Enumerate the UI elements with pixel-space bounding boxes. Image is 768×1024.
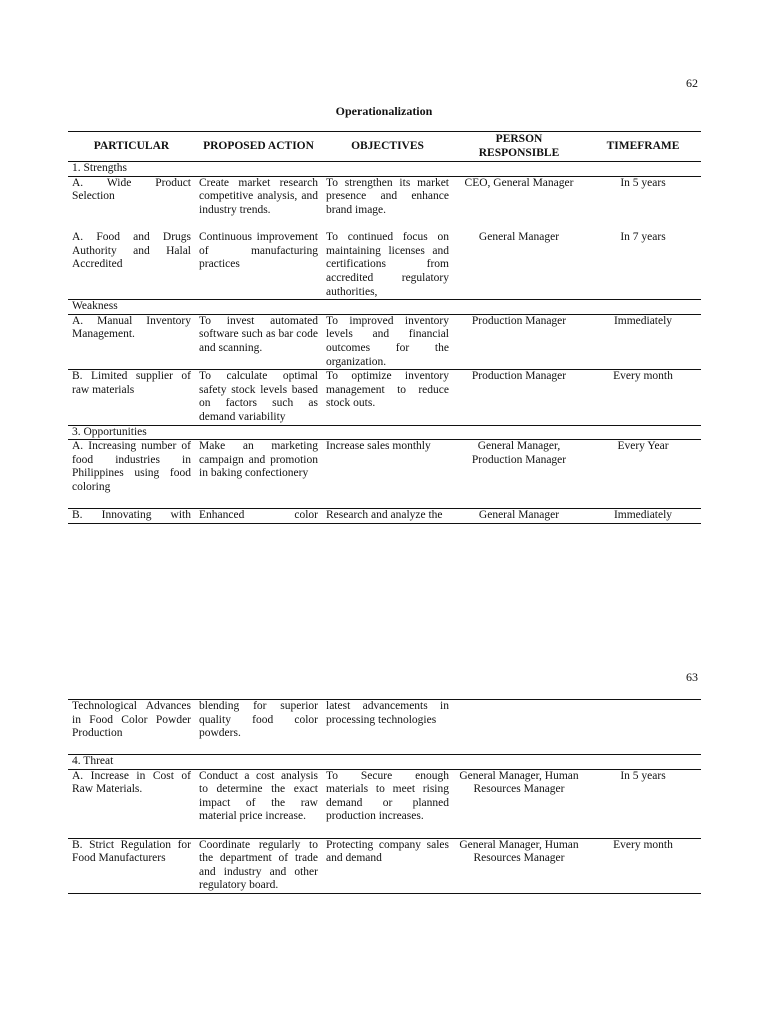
cell-particular: A. Wide Product Selection [72,176,191,203]
cell-person: CEO, General Manager [464,176,574,189]
cell-timeframe: In 7 years [620,231,666,244]
cell-timeframe: In 5 years [620,769,666,782]
cell-particular: A. Increasing number of food industries in Philippines using food coloring [72,440,191,493]
cell-person: General Manager, Human Resources Manager [459,838,579,865]
cell-person: General Manager, Production Manager [471,440,567,466]
cell-particular: B. Strict Regulation for Food Manufacturers [72,838,191,865]
cell-person: Production Manager [471,370,567,383]
section-row [68,162,701,177]
cell-action: Continuous improvement of manufacturing practices [199,231,318,271]
section-weakness: Weakness [72,300,118,313]
table-row [68,769,701,838]
table-header-row [68,132,701,162]
page-title: Operationalization [335,104,433,118]
cell-particular: A. Increase in Cost of Raw Materials. [72,769,191,796]
cell-action: Conduct a cost analysis to determine the exact impact of the raw material price increase. [199,769,318,823]
table-row [68,509,701,524]
header-particular: PARTICULAR [93,139,170,152]
cell-objectives: To optimize inventory management to reduce stock outs. [326,370,449,410]
section-row [68,300,701,315]
cell-particular: A. Manual Inventory Management. [72,314,191,341]
cell-timeframe: Every month [613,370,673,383]
cell-action: Create market research competitive analysis, and industry trends. [199,176,318,216]
cell-person: Production Manager [471,314,567,327]
table-row [68,370,701,425]
cell-timeframe: Every month [613,838,673,851]
cell-objectives: To Secure enough materials to meet rising demand or planned production increases. [326,769,449,823]
cell-action: Make an marketing campaign and promotion in baking confectionery [199,440,318,480]
cell-person [453,700,585,755]
header-timeframe: TIMEFRAME [606,139,680,152]
cell-action: Coordinate regularly to the department of trade and industry and other regulatory board. [199,838,318,892]
cell-objectives: To continued focus on maintaining licenses and certifications from accredited regulatory authorities, [326,231,449,298]
header-person-responsible: PERSON RESPONSIBLE [478,133,560,159]
cell-objectives: To improved inventory levels and financial outcomes for the organization. [326,314,449,368]
page-number: 63 [686,670,698,684]
table-row [68,700,701,755]
cell-person: General Manager, Human Resources Manager [459,769,579,796]
cell-person: General Manager [478,509,560,522]
section-row [68,425,701,440]
table-row [68,176,701,231]
operationalization-table [68,131,701,524]
cell-objectives: To strengthen its market presence and enhance brand image. [326,176,449,216]
section-threat: 4. Threat [72,755,114,767]
section-opportunities: 3. Opportunities [72,425,147,438]
cell-particular: Technological Advances in Food Color Powder Production [72,700,191,740]
cell-objectives: Research and analyze the [326,509,443,522]
cell-objectives: Increase sales monthly [326,440,431,453]
cell-timeframe [585,700,701,755]
header-proposed-action: PROPOSED ACTION [203,139,314,152]
cell-action: Enhanced color [199,509,318,522]
table-row [68,838,701,893]
cell-action: To calculate optimal safety stock levels based on factors such as demand variability [199,370,318,423]
cell-timeframe: Immediately [613,509,673,522]
cell-particular: B. Innovating with [72,509,191,522]
cell-person: General Manager [478,231,560,244]
cell-objectives: latest advancements in processing technologies [326,700,449,726]
table-row [68,440,701,509]
cell-action: To invest automated software such as bar code and scanning. [199,314,318,355]
cell-objectives: Protecting company sales and demand [326,838,449,865]
header-objectives: OBJECTIVES [351,139,424,152]
operationalization-table-continued [68,699,701,894]
table-row [68,314,701,369]
cell-particular: A. Food and Drugs Authority and Halal Accredited [72,231,191,271]
page-number: 62 [686,76,698,90]
cell-timeframe: Every Year [617,440,669,453]
cell-timeframe: Immediately [613,314,673,327]
cell-timeframe: In 5 years [620,176,666,189]
section-row [68,755,701,770]
cell-action: blending for superior quality food color powders. [199,700,318,740]
cell-particular: B. Limited supplier of raw materials [72,370,191,396]
section-strengths: 1. Strengths [72,162,127,175]
table-row [68,231,701,299]
